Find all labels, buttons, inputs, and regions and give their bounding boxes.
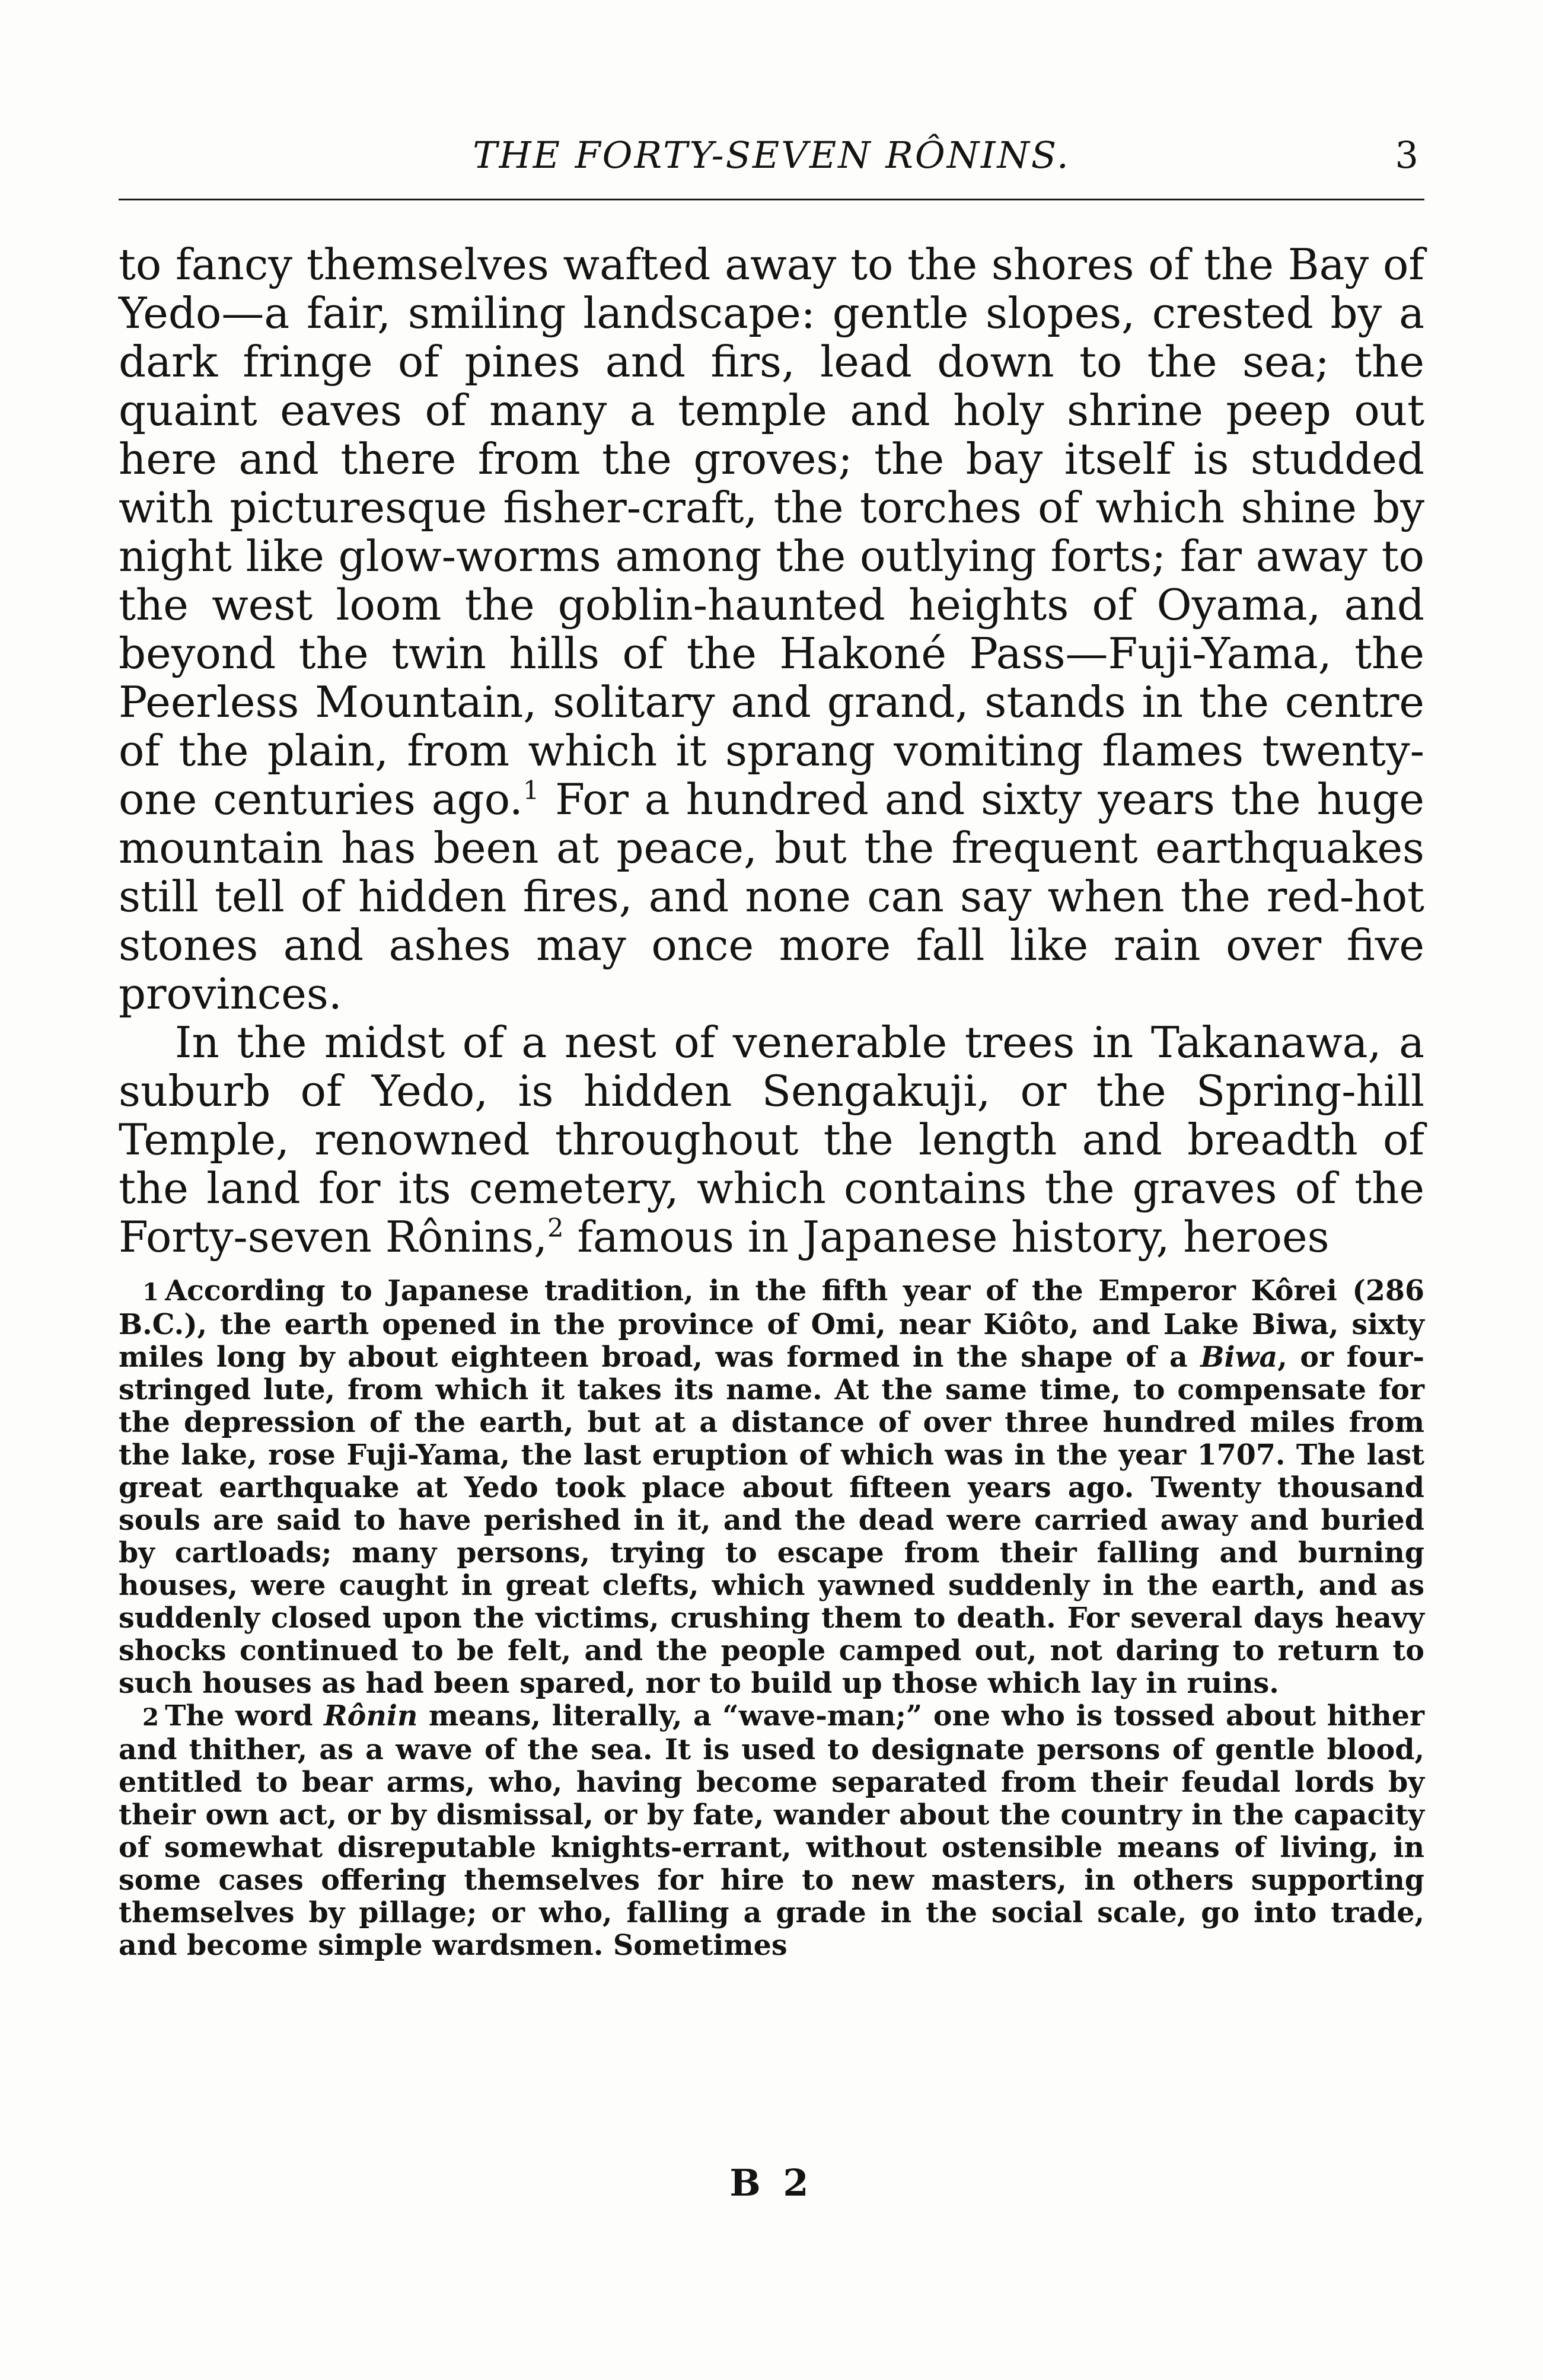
footnote-2-number: 2 bbox=[142, 1703, 160, 1731]
footnote-2-text-end: means, literally, a “wave-man;” one who is tossed about hither and thither, as a wave of the sea. It is used to designate persons of gentle blood, entitled to bear arms, who, having become separated from their feudal lords by their own act, or by dismissal, or by fate, wander about the country in the capacity of somewhat disreputable knights-errant, without ostensible means of living, in some cases offering themselves for hire to new masters, in others supporting themselves by pillage; or who, falling a grade in the social scale, go into trade, and become simple wardsmen. Sometimes bbox=[119, 1699, 1424, 1962]
signature-mark: B 2 bbox=[729, 2161, 814, 2204]
footnote-ref-2: 2 bbox=[547, 1214, 564, 1243]
footnote-2 bbox=[119, 1700, 1424, 1962]
footnote-1-number: 1 bbox=[142, 1278, 160, 1306]
paragraph-2-text: In the midst of a nest of venerable trees in Takanawa, a suburb of Yedo, is hidden Sengakuji, or the Spring-hill Temple, renowned throughout the length and breadth of the land for its cemetery, which contains the graves of the Forty-seven Rônins, bbox=[119, 1017, 1424, 1262]
footnote-1-italic: Biwa bbox=[1200, 1341, 1278, 1374]
paragraph-1-text-end: For a hundred and sixty years the huge mountain has been at peace, but the frequent earthquakes still tell of hidden fires, and none can say when the red-hot stones and ashes may once more fall like rain over five provinces. bbox=[119, 774, 1424, 1019]
header-rule bbox=[119, 199, 1424, 200]
paragraph-2 bbox=[119, 1018, 1424, 1261]
footnotes bbox=[119, 1275, 1424, 1962]
footnote-ref-1: 1 bbox=[522, 776, 540, 806]
running-title: THE FORTY-SEVEN RÔNINS. bbox=[473, 133, 1070, 177]
footnote-1 bbox=[119, 1275, 1424, 1700]
footnote-1-text: According to Japanese tradition, in the fifth year of the Emperor Kôrei (286 B.C.), the earth opened in the province of Omi, near Kiôto, and Lake Biwa, sixty miles long by about eighteen broad, was formed in the shape of a bbox=[119, 1274, 1424, 1374]
footnote-1-text-end: , or four-stringed lute, from which it takes its name. At the same time, to compensate for the depression of the earth, but at a distance of over three hundred miles from the lake, rose Fuji-Yama, the last eruption of which was in the year 1707. The last great earthquake at Yedo took place about fifteen years ago. Twenty thousand souls are said to have perished in it, and the dead were carried away and buried by cartloads; many persons, trying to escape from their falling and burning houses, were caught in great clefts, which yawned suddenly in the earth, and as suddenly closed upon the victims, crushing them to death. For several days heavy shocks continued to be felt, and the people camped out, not daring to return to such houses as had been spared, nor to build up those which lay in ruins. bbox=[119, 1341, 1424, 1700]
page-number: 3 bbox=[1395, 133, 1418, 177]
footnote-2-text: The word bbox=[165, 1699, 324, 1733]
running-head bbox=[119, 133, 1424, 199]
footnote-2-italic: Rônin bbox=[324, 1699, 418, 1733]
paragraph-1-text: to fancy themselves wafted away to the shores of the Bay of Yedo—a fair, smiling landscape: gentle slopes, crested by a dark fringe of pines and firs, lead down to the sea; the quaint eaves of many a temple and holy shrine peep out here and there from the groves; the bay itself is studded with picturesque fisher-craft, the torches of which shine by night like glow-worms among the outlying forts; far away to the west loom the goblin-haunted heights of Oyama, and beyond the twin hills of the Hakoné Pass—Fuji-Yama, the Peerless Mountain, solitary and grand, stands in the centre of the plain, from which it sprang vomiting flames twenty-one centuries ago. bbox=[119, 240, 1424, 824]
paragraph-1 bbox=[119, 240, 1424, 1018]
paragraph-2-text-end: famous in Japanese history, heroes bbox=[563, 1212, 1330, 1262]
body-text bbox=[119, 240, 1424, 1261]
